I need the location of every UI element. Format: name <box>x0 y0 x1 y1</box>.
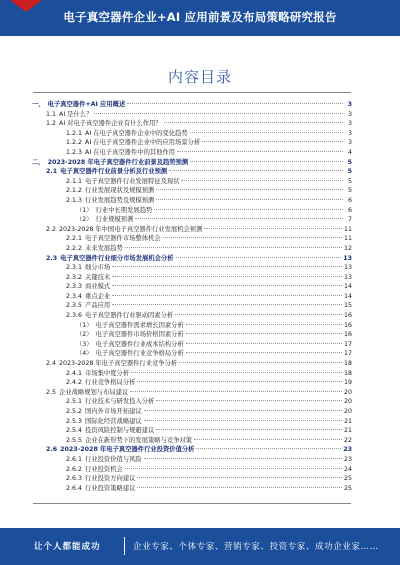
toc-entry[interactable] <box>32 465 352 475</box>
toc-entry-title: AI 对电子真空器件企业有什么作用？ <box>59 120 162 128</box>
toc-leader-dots <box>175 314 342 315</box>
toc-leader-dots <box>204 228 342 229</box>
toc-entry-title: 电子真空器件+AI 应用概述 <box>47 101 126 108</box>
toc-entry[interactable] <box>32 388 352 398</box>
toc-entry-number: 2.1 <box>46 168 58 176</box>
toc-leader-dots <box>125 468 342 469</box>
report-title: 电子真空器件企业+AI 应用前景及布局策略研究报告 <box>63 10 337 24</box>
toc-entry[interactable] <box>32 369 352 379</box>
toc-entry-number: 2.2 <box>46 225 57 233</box>
toc-entry-title: 重点企业 <box>85 292 111 300</box>
toc-entry-title: 行业投资方向建议 <box>85 475 136 483</box>
toc-leader-dots <box>177 151 343 152</box>
toc-entry-title: 电子真空器件行业竞争格局分析 <box>95 350 184 358</box>
toc-leader-dots <box>179 362 342 363</box>
toc-entry-number: 2.2.2 <box>66 244 83 252</box>
toc-entry-number: 2.5.4 <box>66 427 83 435</box>
toc-entry[interactable] <box>32 206 352 216</box>
toc-leader-dots <box>190 132 343 133</box>
toc-entry-page: 7 <box>347 216 352 224</box>
toc-entry-number: 1.2.3 <box>66 148 83 156</box>
toc-entry-title: 企业战略规划与布局建议 <box>59 388 129 396</box>
toc-entry[interactable] <box>32 273 352 283</box>
toc-entry-number: 2.6 <box>46 446 58 454</box>
toc-entry[interactable] <box>32 426 352 436</box>
toc-entry-page: 12 <box>343 244 352 252</box>
toc-entry[interactable] <box>32 186 352 196</box>
toc-entry-number: 2.5.3 <box>66 417 83 425</box>
toc-leader-dots <box>186 343 342 344</box>
toc-leader-dots <box>127 103 343 104</box>
toc-entry-number: 1.2.1 <box>66 129 83 137</box>
toc-entry-title: 行业投资价值与风险 <box>85 455 142 463</box>
toc-entry-page: 25 <box>343 484 352 492</box>
toc-entry-number: 2.5 <box>46 388 57 396</box>
toc-entry-page: 5 <box>347 187 352 195</box>
toc-entry-page: 23 <box>343 455 352 463</box>
toc-entry[interactable] <box>32 158 352 168</box>
toc-entry-number: 2.1.2 <box>66 187 83 195</box>
toc-leader-dots <box>112 276 342 277</box>
toc-entry-page: 6 <box>347 196 352 204</box>
toc-entry[interactable] <box>32 167 352 177</box>
toc-entry-page: 6 <box>347 206 352 214</box>
toc-entry-page: 23 <box>343 446 352 454</box>
toc-entry-number: 2.3.1 <box>66 264 83 272</box>
toc-entry-number: 2.6.3 <box>66 475 83 483</box>
toc-entry-title: 2023-2028 年电子真空器件行业竞争分析 <box>59 360 178 368</box>
toc-entry-title: 电子真空器件行业前景分析及行业预测 <box>60 168 168 176</box>
toc-entry-number: 2.4 <box>46 360 57 368</box>
toc-entry-number: 2.4.2 <box>66 379 83 387</box>
toc-entry-number: 2.3.6 <box>66 312 83 320</box>
toc-entry-page: 17 <box>343 350 352 358</box>
toc-entry-number: 二、 <box>32 158 45 166</box>
toc-entry-number: 2.3.2 <box>66 273 83 281</box>
toc-entry-page: 20 <box>343 408 352 415</box>
toc-entry-number: 一、 <box>32 101 45 108</box>
toc-entry-page: 3 <box>347 139 352 147</box>
toc-entry[interactable] <box>32 100 352 110</box>
toc-entry-title: 行业竞争格局分析 <box>85 379 136 387</box>
toc-entry-title: 投资风险控制与规避建议 <box>85 427 155 435</box>
toc-leader-dots <box>164 122 343 123</box>
toc-leader-dots <box>130 391 342 392</box>
toc-entry-title: 2023-2028 年中国电子真空器件行业发展机会预测 <box>59 225 203 233</box>
toc-entry[interactable] <box>32 263 352 273</box>
toc-entry-title: 行业中长期发展趋势 <box>95 206 153 214</box>
toc-entry-title: 电子真空器件行业驱动因素分析 <box>85 312 174 320</box>
toc-entry-title: 电子真空器件需求增长因素分析 <box>95 321 184 329</box>
toc-entry-number: 2.5.5 <box>66 436 83 444</box>
toc-entry[interactable] <box>32 196 352 206</box>
toc-leader-dots <box>156 189 343 190</box>
toc-entry-title: 电子真空器件行业成本结构分析 <box>95 340 184 348</box>
toc-top-rule <box>33 92 351 93</box>
toc-leader-dots <box>156 199 343 200</box>
toc-entry-page: 11 <box>343 225 352 233</box>
toc-leader-dots <box>144 458 342 459</box>
page-header <box>0 0 400 36</box>
toc-entry-page: 5 <box>347 168 352 176</box>
toc-entry-title: 行业投资机会 <box>85 465 123 473</box>
toc-entry-title: AI 在电子真空器件企业中的应用场景分析 <box>85 139 201 147</box>
toc-entry-page: 16 <box>343 312 352 320</box>
toc-entry-page: 16 <box>343 331 352 339</box>
toc-entry[interactable] <box>32 474 352 484</box>
toc-entry-page: 3 <box>347 101 352 108</box>
toc-entry-title: 细分市场 <box>85 264 111 272</box>
toc-entry-page: 25 <box>343 475 352 483</box>
toc-entry-page: 3 <box>347 129 352 137</box>
toc-entry[interactable] <box>32 177 352 187</box>
toc-entry[interactable] <box>32 301 352 311</box>
toc-entry[interactable] <box>32 436 352 446</box>
toc-entry-title: 行业规模预测 <box>95 216 134 224</box>
toc-leader-dots <box>196 448 341 449</box>
toc-entry-title: AI 在电子真空器件中的其他作用 <box>85 148 176 156</box>
toc-entry-title: AI 在电子真空器件企业中的变化趋势 <box>85 129 188 137</box>
toc-entry-number: 1.2 <box>46 120 57 128</box>
toc-leader-dots <box>112 266 342 267</box>
toc-entry-number: 2.2.1 <box>66 235 83 243</box>
toc-entry[interactable] <box>32 119 352 129</box>
toc-entry-title: 电子真空器件行业发展特征及现状 <box>85 177 180 185</box>
toc-entry-page: 20 <box>343 398 352 406</box>
toc-leader-dots <box>169 170 343 171</box>
toc-entry-number: 2.5.1 <box>66 398 83 406</box>
toc-entry-number: （1） <box>76 321 93 329</box>
toc-leader-dots <box>194 439 342 440</box>
toc-entry[interactable] <box>32 110 352 120</box>
toc-entry-page: 14 <box>343 283 352 291</box>
toc-entry[interactable] <box>32 282 352 292</box>
toc-entry[interactable] <box>32 349 352 359</box>
toc-entry-title: 电子真空器件市场价格因素分析 <box>95 331 184 339</box>
toc-heading: 内容目录 <box>167 68 232 86</box>
toc-leader-dots <box>112 285 342 286</box>
toc-entry[interactable] <box>32 455 352 465</box>
toc-entry-title: 2023-2028 年电子真空器件行业投资价值分析 <box>60 446 195 454</box>
toc-leader-dots <box>186 333 342 334</box>
toc-entry-page: 20 <box>343 388 352 396</box>
toc-leader-dots <box>94 113 343 114</box>
toc-entry-page: 18 <box>343 360 352 368</box>
toc-entry-page: 18 <box>343 369 352 377</box>
toc-entry[interactable] <box>32 407 352 417</box>
toc-entry-title: 电子真空器件行业细分市场发展机会分析 <box>60 254 174 262</box>
toc-entry-number: （2） <box>76 216 93 224</box>
footer-services: 企业专家、个体专家、营销专家、投资专家、成功企业家…… <box>133 542 379 552</box>
toc-entry[interactable] <box>32 378 352 388</box>
toc-entry-number: 2.4.1 <box>66 369 83 377</box>
toc-entry-page: 13 <box>343 254 352 262</box>
toc-entry-number: 2.5.2 <box>66 408 83 415</box>
toc-entry-page: 14 <box>343 292 352 300</box>
toc-entry-title: 商业模式 <box>85 283 111 291</box>
toc-entry-number: （2） <box>76 331 93 339</box>
toc-leader-dots <box>156 400 342 401</box>
toc-entry-title: 行业发展现状及规模预测 <box>85 187 155 195</box>
toc-entry-page: 3 <box>347 120 352 128</box>
toc-entry-page: 21 <box>343 417 352 425</box>
toc-leader-dots <box>137 477 342 478</box>
toc-entry[interactable] <box>32 254 352 264</box>
toc-entry-title: 行业发展趋势及规模预测 <box>85 196 155 204</box>
toc-entry-number: （4） <box>76 350 93 358</box>
toc-entry[interactable] <box>32 129 352 139</box>
toc-entry-number: （1） <box>76 206 93 214</box>
toc-entry-page: 22 <box>343 436 352 444</box>
toc-entry-number: 2.1.1 <box>66 177 83 185</box>
toc-entry-title: 企业在新形势下的发展策略与竞争对策 <box>85 436 193 444</box>
toc-entry-page: 4 <box>347 148 352 156</box>
table-of-contents <box>32 100 352 493</box>
toc-bottom-rule <box>33 503 351 504</box>
toc-entry-page: 24 <box>343 465 352 473</box>
toc-entry[interactable] <box>32 397 352 407</box>
toc-entry-page: 13 <box>343 273 352 281</box>
toc-leader-dots <box>186 324 342 325</box>
toc-entry-number: 1.1 <box>46 110 57 118</box>
toc-entry[interactable] <box>32 148 352 158</box>
toc-entry-number: 1.2.2 <box>66 139 83 147</box>
toc-entry-page: 16 <box>343 321 352 329</box>
toc-entry-page: 11 <box>343 235 352 243</box>
toc-leader-dots <box>186 352 342 353</box>
toc-leader-dots <box>190 161 343 162</box>
toc-entry-number: （3） <box>76 340 93 348</box>
toc-leader-dots <box>144 410 342 411</box>
toc-entry[interactable] <box>32 484 352 494</box>
toc-entry[interactable] <box>32 445 352 455</box>
toc-leader-dots <box>202 141 343 142</box>
toc-leader-dots <box>156 429 342 430</box>
toc-entry-title: 国际化经营战略建议 <box>85 417 142 425</box>
toc-entry-title: 2023-2028 年电子真空器件行业前景及趋势预测 <box>47 158 189 166</box>
toc-entry-title: 行业投资策略建议 <box>85 484 136 492</box>
toc-leader-dots <box>144 420 342 421</box>
toc-entry-title: 市场集中度分析 <box>85 369 130 377</box>
toc-entry[interactable] <box>32 244 352 254</box>
toc-entry-page: 5 <box>347 177 352 185</box>
toc-entry-title: 未来发展趋势 <box>85 244 123 252</box>
toc-entry[interactable] <box>32 311 352 321</box>
toc-leader-dots <box>137 381 342 382</box>
toc-entry-page: 15 <box>343 302 352 310</box>
toc-leader-dots <box>112 304 342 305</box>
toc-leader-dots <box>137 487 342 488</box>
toc-entry[interactable] <box>32 321 352 331</box>
toc-entry-title: 产品应用 <box>85 302 111 310</box>
toc-leader-dots <box>135 218 343 219</box>
toc-leader-dots <box>163 237 342 238</box>
page-footer <box>0 528 400 565</box>
toc-entry-title: 电子真空器件市场整体机会 <box>85 235 161 243</box>
toc-leader-dots <box>154 209 343 210</box>
toc-leader-dots <box>181 180 343 181</box>
toc-entry-number: 2.6.2 <box>66 465 83 473</box>
toc-entry-number: 2.3.3 <box>66 283 83 291</box>
toc-entry-number: 2.3.5 <box>66 302 83 310</box>
toc-entry-number: 2.6.4 <box>66 484 83 492</box>
toc-leader-dots <box>176 257 342 258</box>
toc-entry-title: AI 是什么？ <box>59 110 93 118</box>
toc-entry[interactable] <box>32 340 352 350</box>
toc-entry-number: 2.3.4 <box>66 292 83 300</box>
toc-entry-number: 2.3 <box>46 254 58 262</box>
toc-entry-title: 行业技术与研发投入分析 <box>85 398 155 406</box>
toc-entry[interactable] <box>32 138 352 148</box>
toc-entry-page: 5 <box>347 158 352 166</box>
toc-entry[interactable] <box>32 359 352 369</box>
toc-entry[interactable] <box>32 292 352 302</box>
toc-entry[interactable] <box>32 234 352 244</box>
footer-divider <box>124 537 125 555</box>
toc-entry-page: 3 <box>347 110 352 118</box>
toc-entry-page: 21 <box>343 427 352 435</box>
toc-entry-number: 2.6.1 <box>66 455 83 463</box>
toc-leader-dots <box>112 295 342 296</box>
toc-leader-dots <box>125 247 342 248</box>
toc-entry-title: 国内外市场开拓建议 <box>85 408 142 415</box>
toc-entry[interactable] <box>32 417 352 427</box>
toc-entry[interactable] <box>32 215 352 225</box>
toc-entry-page: 13 <box>343 264 352 272</box>
toc-entry-page: 17 <box>343 340 352 348</box>
toc-entry[interactable] <box>32 330 352 340</box>
toc-entry-title: 关键技术 <box>85 273 111 281</box>
footer-slogan: 让个人都能成功 <box>34 542 101 552</box>
toc-entry-number: 2.1.3 <box>66 196 83 204</box>
toc-entry[interactable] <box>32 225 352 235</box>
toc-leader-dots <box>131 372 342 373</box>
toc-entry-page: 19 <box>343 379 352 387</box>
